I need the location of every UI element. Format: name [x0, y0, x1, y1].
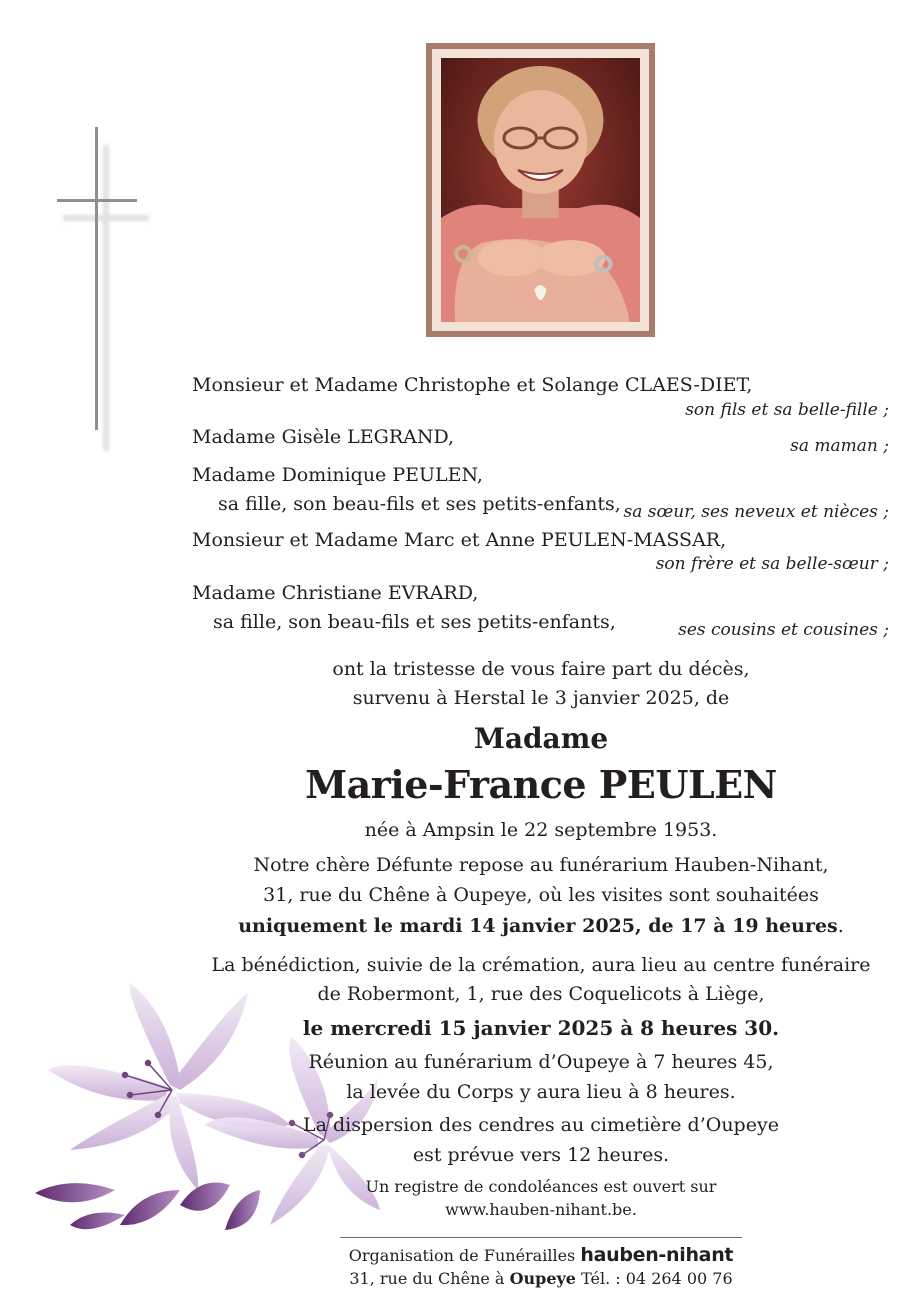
family-name-4: Monsieur et Madame Marc et Anne PEULEN-MASSAR,	[192, 529, 727, 551]
family-relation-2: sa maman ;	[790, 436, 889, 456]
footer-town: Oupeye	[509, 1269, 576, 1288]
family-name-1: Monsieur et Madame Christophe et Solange CLAES-DIET,	[192, 374, 753, 396]
footer-divider	[340, 1237, 742, 1238]
lily-flowers-icon	[30, 975, 380, 1240]
announcement-line-1: ont la tristesse de vous faire part du décès,	[332, 658, 750, 680]
visitation-line-3-end: .	[837, 915, 844, 937]
deceased-title: Madame	[473, 722, 609, 755]
ceremony-line-7: est prévue vers 12 heures.	[412, 1144, 670, 1166]
condolences-link[interactable]: www.hauben-nihant.be.	[445, 1200, 637, 1219]
footer-address-prefix: 31, rue du Chêne à	[349, 1269, 505, 1288]
family-relation-3: sa sœur, ses neveux et nièces ;	[623, 502, 889, 522]
visitation-line-1: Notre chère Défunte repose au funérarium Hauben-Nihant,	[253, 854, 829, 876]
ceremony-line-3: le mercredi 15 janvier 2025 à 8 heures 30.	[302, 1016, 780, 1040]
family-relation-1: son fils et sa belle-fille ;	[685, 400, 889, 420]
ceremony-line-4: Réunion au funérarium d’Oupeye à 7 heures 45,	[308, 1051, 774, 1073]
ceremony-line-5: la levée du Corps y aura lieu à 8 heures.	[346, 1081, 736, 1103]
deceased-birth: née à Ampsin le 22 septembre 1953.	[364, 819, 718, 841]
family-name-5: Madame Christiane EVRARD,	[192, 582, 479, 604]
family-relation-4: son frère et sa belle-sœur ;	[655, 554, 889, 574]
visitation-line-3-bold: uniquement le mardi 14 janvier 2025, de 17 à 19 heures	[238, 915, 838, 937]
footer-org-label: Organisation de Funérailles	[348, 1246, 576, 1265]
ceremony-line-1: La bénédiction, suivie de la crémation, aura lieu au centre funéraire	[211, 954, 871, 976]
family-sub-3: sa fille, son beau-fils et ses petits-enfants,	[218, 493, 621, 515]
condolences-line-1: Un registre de condoléances est ouvert sur	[365, 1177, 717, 1196]
footer-address	[190, 1271, 892, 1287]
ceremony-line-6: La dispersion des cendres au cimetière d’Oupeye	[303, 1114, 779, 1136]
brand-logo: hauben-nihant	[580, 1244, 734, 1266]
visitation-line-3	[190, 917, 892, 936]
announcement-line-2: survenu à Herstal le 3 janvier 2025, de	[352, 687, 730, 709]
footer-org	[190, 1246, 892, 1265]
family-name-3: Madame Dominique PEULEN,	[192, 464, 483, 486]
family-name-2: Madame Gisèle LEGRAND,	[192, 426, 455, 448]
footer-phone: Tél. : 04 264 00 76	[581, 1269, 733, 1288]
family-relation-5: ses cousins et cousines ;	[678, 620, 889, 640]
family-sub-5: sa fille, son beau-fils et ses petits-enfants,	[213, 611, 616, 633]
deceased-name: Marie-France PEULEN	[305, 762, 777, 807]
ceremony-line-2: de Robermont, 1, rue des Coquelicots à Liège,	[317, 983, 765, 1005]
visitation-line-2: 31, rue du Chêne à Oupeye, où les visites sont souhaitées	[263, 884, 819, 906]
portrait-frame	[426, 43, 655, 337]
portrait-photo	[441, 58, 640, 322]
